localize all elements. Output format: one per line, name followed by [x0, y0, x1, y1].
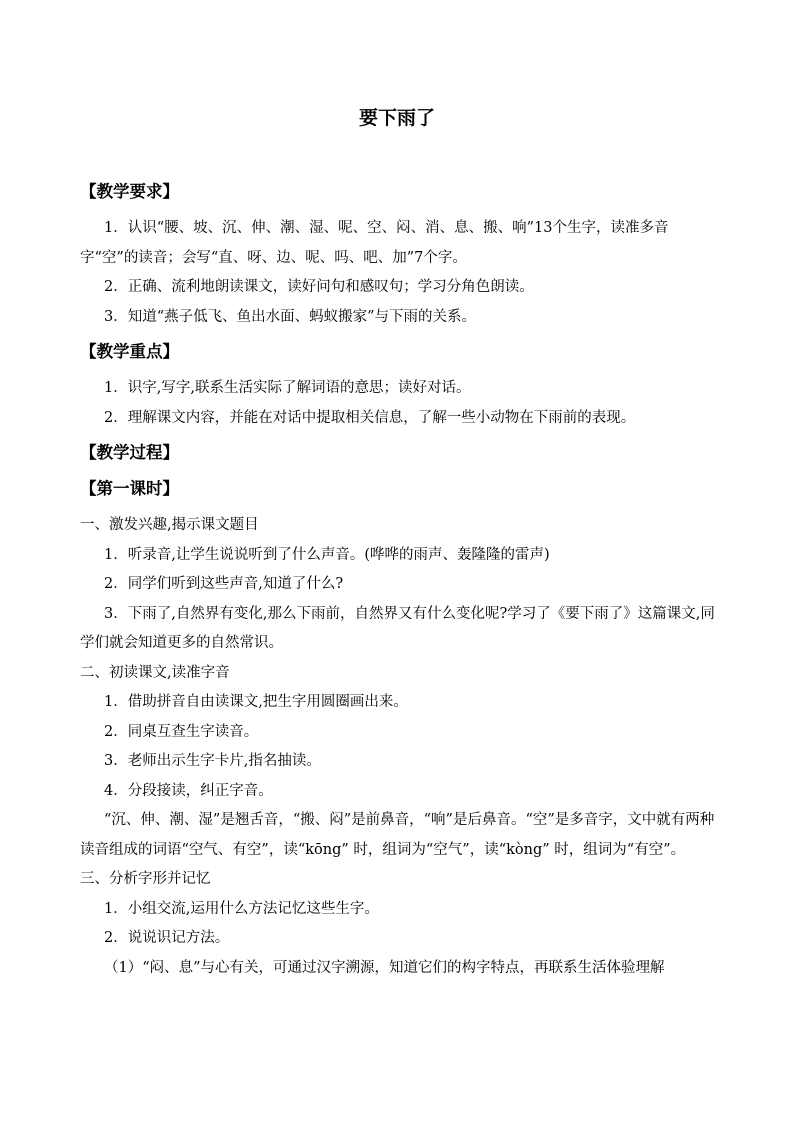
list-item: 2．同学们听到这些声音,知道了什么?: [104, 576, 344, 592]
list-item: 1．借助拼音自由读课文,把生字用圆圈画出来。: [104, 694, 408, 710]
section-heading-requirements: 【教学要求】: [80, 182, 179, 201]
key-point-item: 2．理解课文内容，并能在对话中提取相关信息，了解一些小动物在下雨前的表现。: [104, 409, 636, 426]
key-point-item: 1．识字,写字,联系生活实际了解词语的意思；读好对话。: [104, 380, 471, 396]
part-title: 二、初读课文,读准字音: [80, 664, 230, 681]
list-item: 3．下雨了,自然界有变化,那么下雨前，自然界又有什么变化呢?学习了《要下雨了》这篇课文,同学们就会知道更多的自然常识。: [80, 605, 715, 651]
list-item: 2．说说识记方法。: [104, 930, 230, 946]
list-item: 1．小组交流,运用什么方法记忆这些生字。: [104, 900, 379, 917]
list-item: 4．分段接读，纠正字音。: [104, 782, 273, 799]
section-heading-lesson-one: 【第一课时】: [80, 479, 179, 498]
pronunciation-note: “沉、伸、潮、湿”是翘舌音，“搬、闷”是前鼻音，“响”是后鼻音。“空”是多音字，文中就有两种读音组成的词语“空气、有空”，读“kōng” 时，组词为“空气”，读“kòng” 时，组词为“有空”。: [80, 812, 715, 858]
list-item: 1．听录音,让学生说说听到了什么声音。(哗哗的雨声、轰隆隆的雷声): [104, 546, 550, 563]
requirement-item: 3．知道“燕子低飞、鱼出水面、蚂蚁搬家”与下雨的关系。: [104, 308, 477, 325]
part-title: 一、激发兴趣,揭示课文题目: [80, 517, 259, 533]
page-title: 要下雨了: [358, 107, 435, 129]
requirement-item: 1．认识“腰、坡、沉、伸、潮、湿、呢、空、闷、消、息、搬、响”13个生字，读准多音字“空”的读音；会写“直、呀、边、呢、吗、吧、加”7个字。: [80, 220, 669, 266]
document-body: [80, 172, 720, 983]
section-heading-key-points: 【教学重点】: [80, 342, 179, 361]
sub-item: （1）“闷、息”与心有关，可通过汉字溯源，知道它们的构字特点，再联系生活体验理解: [104, 959, 665, 976]
section-heading-process: 【教学过程】: [80, 443, 179, 462]
requirement-item: 2．正确、流利地朗读课文，读好问句和感叹句；学习分角色朗读。: [104, 279, 534, 295]
list-item: 3．老师出示生字卡片,指名抽读。: [104, 753, 321, 769]
list-item: 2．同桌互查生字读音。: [104, 723, 259, 740]
part-title: 三、分析字形并记忆: [80, 871, 211, 887]
